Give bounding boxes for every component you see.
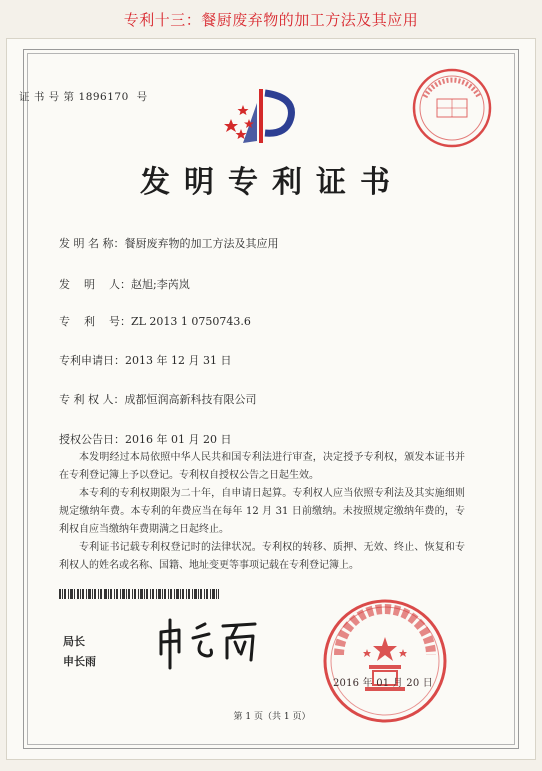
field-label: 专利申请日： bbox=[59, 354, 125, 367]
field-label: 专 利 号： bbox=[59, 315, 131, 328]
field-label: 发 明 名 称： bbox=[59, 237, 125, 250]
field-patentee bbox=[59, 391, 257, 407]
certificate-body bbox=[59, 449, 465, 575]
field-value: 成都恒润高新科技有限公司 bbox=[124, 393, 257, 406]
barcode-icon bbox=[59, 589, 219, 599]
sipo-logo-icon bbox=[221, 83, 299, 149]
field-value: 2016 年 01 月 20 日 bbox=[125, 433, 232, 446]
patent-certificate bbox=[6, 38, 536, 760]
field-label: 授权公告日： bbox=[59, 433, 125, 446]
field-value: 赵旭;李芮岚 bbox=[130, 278, 190, 291]
field-label: 发 明 人： bbox=[59, 278, 131, 291]
certificate-number-label: 证 书 号 第 bbox=[19, 91, 75, 103]
body-paragraph: 专利证书记载专利权登记时的法律状况。专利权的转移、质押、无效、终止、恢复和专利权人的姓名或名称、国籍、地址变更等事项记载在专利登记簿上。 bbox=[59, 542, 465, 571]
field-value: ZL 2013 1 0750743.6 bbox=[130, 315, 251, 328]
field-filing-date bbox=[59, 352, 231, 368]
certificate-number-suffix: 号 bbox=[136, 91, 148, 103]
page-number: 第 1 页（共 1 页） bbox=[233, 712, 311, 722]
field-patent-number bbox=[59, 313, 251, 329]
small-seal-icon bbox=[411, 67, 493, 149]
field-value: 餐厨废弃物的加工方法及其应用 bbox=[124, 237, 279, 250]
document-heading: 专利十三：餐厨废弃物的加工方法及其应用 bbox=[123, 11, 419, 29]
certificate-title: 发明专利证书 bbox=[140, 165, 404, 200]
field-announce-date bbox=[59, 431, 231, 447]
field-value: 2013 年 12 月 31 日 bbox=[125, 354, 232, 367]
body-paragraph: 本发明经过本局依照中华人民共和国专利法进行审查，决定授予专利权，颁发本证书并在专利登记簿上予以登记。专利权自授权公告之日起生效。 bbox=[59, 452, 465, 481]
grant-date: 2016 年 01 月 20 日 bbox=[333, 678, 433, 689]
certificate-number-value: 1896170 bbox=[78, 91, 129, 103]
field-inventors bbox=[59, 276, 190, 292]
certificate-number bbox=[19, 89, 152, 104]
signer-name: 申长雨 bbox=[63, 655, 96, 668]
field-label: 专 利 权 人： bbox=[59, 393, 125, 406]
body-paragraph: 本专利的专利权期限为二十年，自申请日起算。专利权人应当依照专利法及其实施细则规定缴纳年费。本专利的年费应当在每年 12 月 31 日前缴纳。未按照规定缴纳年费的，专利权自应当缴纳年费期满之日起终止。 bbox=[59, 488, 465, 535]
signature-image bbox=[153, 614, 263, 672]
official-seal-icon bbox=[321, 597, 449, 725]
field-invention-name bbox=[59, 235, 279, 251]
signer-title: 局长 bbox=[63, 635, 85, 648]
